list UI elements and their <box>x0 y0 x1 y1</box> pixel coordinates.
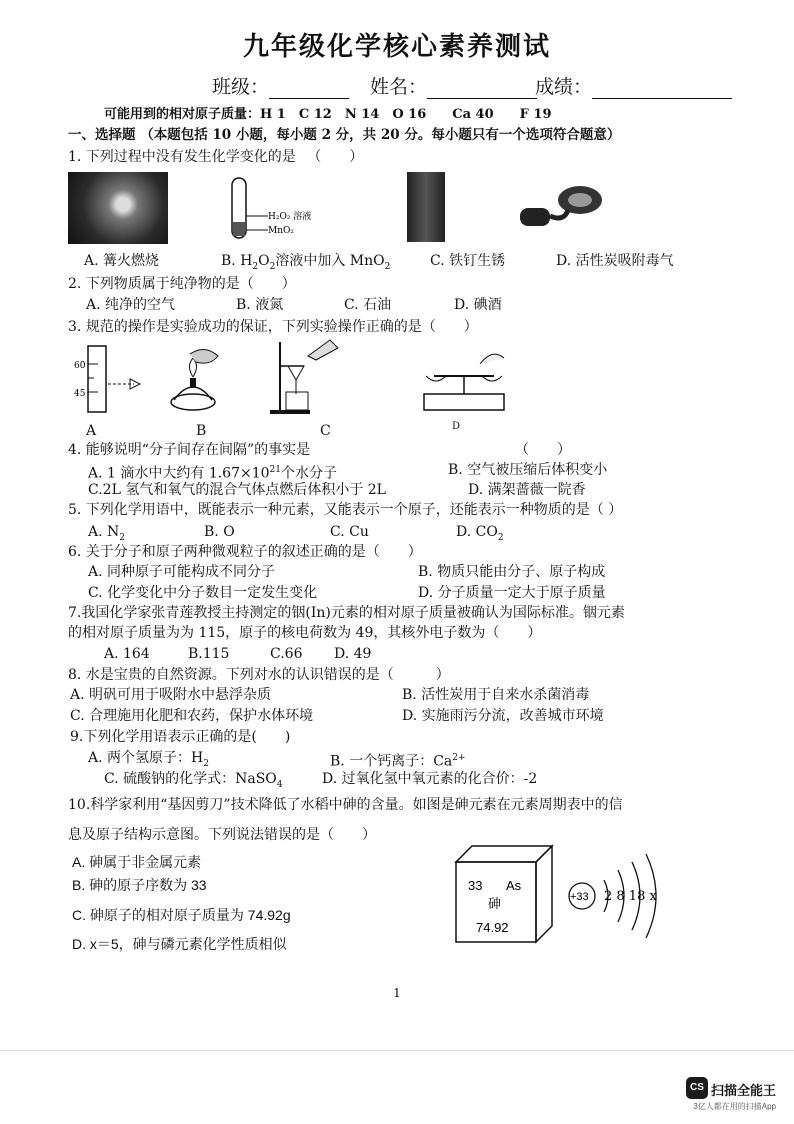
class-blank <box>269 80 349 99</box>
q10-option-d: D. x＝5，砷与磷元素化学性质相似 <box>72 936 287 952</box>
section-heading: 一、选择题 （本题包括 10 小题，每小题 2 分，共 20 分。每小题只有一个选项符合题意） <box>68 127 621 143</box>
tube-label-1: H₂O₂ 溶液 <box>268 212 312 222</box>
scanner-tagline: 3亿人都在用的扫描App <box>693 1102 776 1111</box>
q1-option-d: D. 活性炭吸附毒气 <box>556 253 674 269</box>
cyl-top-label: 60 <box>74 361 86 371</box>
q5-a-pre: A. N <box>88 524 120 540</box>
name-label <box>370 72 537 99</box>
q2-stem: 2. 下列物质属于纯净物的是（ ） <box>68 276 296 292</box>
cell-name: 砷 <box>488 897 502 912</box>
q1-b-mid: O <box>258 253 270 269</box>
q6-option-b: B. 物质只能由分子、原子构成 <box>418 564 606 580</box>
q2-option-b: B. 液氮 <box>236 297 284 313</box>
q3-option-a: A <box>86 423 97 439</box>
q9-b-pre: B. 一个钙离子：Ca <box>330 753 453 770</box>
q4-option-a <box>88 461 337 483</box>
tube-label-2: MnO₂ <box>268 226 294 236</box>
q5-option-c: C. Cu <box>330 524 369 540</box>
q2-option-d: D. 碘酒 <box>454 297 502 313</box>
name-blank <box>427 80 537 99</box>
filtration-figure <box>268 336 348 416</box>
q7-option-d: D. 49 <box>334 646 372 662</box>
q5-option-a: A. $N_2$ <box>88 524 125 543</box>
atomic-masses: 可能用到的相对原子质量：H 1 C 12 N 14 O 16 Ca 40 F 19 <box>104 107 552 122</box>
q10-option-b: B. 砷的原子序数为 33 <box>72 877 207 893</box>
q4-a-pre: A. 1 滴水中大约有 1.67×10 <box>88 465 270 482</box>
electron-shells: 2 8 18 x <box>604 889 657 904</box>
q8-option-a: A. 明矾可用于吸附水中悬浮杂质 <box>70 687 272 703</box>
q7-line1: 7.我国化学家张青莲教授主持测定的铟(In)元素的相对原子质量被确认为国际标准。铟元素 <box>68 605 625 621</box>
q10-option-a: A. 砷属于非金属元素 <box>72 854 202 870</box>
q1-b-post: 溶液中加入 MnO <box>275 253 385 269</box>
q6-stem: 6. 关于分子和原子两种微观粒子的叙述正确的是（ ） <box>68 544 422 560</box>
cell-symbol: As <box>506 878 522 893</box>
scanner-brand: 扫描全能王 <box>710 1083 776 1098</box>
q1-stem: 1. 下列过程中没有发生化学变化的是 （ ） <box>68 149 364 165</box>
q6-option-a: A. 同种原子可能构成不同分子 <box>88 564 276 580</box>
arsenic-element-cell <box>450 840 560 950</box>
q7-option-a: A. 164 <box>104 646 150 662</box>
q1-option-b: B. $H_2O_2$溶液中加入 MnO$_2$ <box>221 253 391 272</box>
q6-option-d: D. 分子质量一定大于原子质量 <box>418 585 606 601</box>
q9-option-b <box>330 749 466 771</box>
q7-option-b: B.115 <box>188 646 230 662</box>
q4-paren: （ ） <box>515 442 571 458</box>
q9-option-d: D. 过氧化氢中氧元素的化合价：-2 <box>322 771 538 787</box>
bonfire-image <box>68 172 168 244</box>
q4-stem: 4. 能够说明“分子间存在间隔”的事实是 <box>68 442 311 458</box>
q4-option-d: D. 满架蔷薇一院香 <box>468 482 586 498</box>
q1-b-pre: B. H <box>221 253 253 269</box>
alcohol-lamp-figure <box>160 344 230 414</box>
q4-option-b: B. 空气被压缩后体积变小 <box>448 462 608 478</box>
q6-option-c: C. 化学变化中分子数目一定发生变化 <box>88 585 318 601</box>
q10-line1: 10.科学家利用“基因剪刀”技术降低了水稻中砷的含量。如图是砷元素在元素周期表中的信 <box>68 797 623 813</box>
q4-a-post: 个水分子 <box>281 465 337 482</box>
tube-figure <box>218 172 328 244</box>
page-divider <box>0 1050 794 1051</box>
q8-option-c: C. 合理施用化肥和农药，保护水体环境 <box>70 708 314 724</box>
q9-b-sup: 2+ <box>452 753 466 763</box>
q2-option-c: C. 石油 <box>344 297 392 313</box>
class-label-text: 班级： <box>212 76 270 98</box>
exam-title: 九年级化学核心素养测试 <box>242 32 551 62</box>
q3-option-d: D <box>452 421 461 432</box>
q3-stem: 3. 规范的操作是实验成功的保证，下列实验操作正确的是（ ） <box>68 319 478 335</box>
q5-option-b: B. O <box>204 524 235 540</box>
q10-option-c: C. 砷原子的相对原子质量为 74.92g <box>72 907 291 923</box>
cell-number: 33 <box>468 878 483 893</box>
score-label-text: 成绩： <box>535 76 593 98</box>
q3-option-b: B <box>196 423 207 439</box>
nucleus-charge: +33 <box>570 891 589 903</box>
cell-mass: 74.92 <box>476 920 509 935</box>
score-label <box>535 72 732 99</box>
score-blank <box>592 80 732 99</box>
q4-a-sup: 21 <box>269 465 281 475</box>
q1-option-c: C. 铁钉生锈 <box>430 253 506 269</box>
q9-stem: 9.下列化学用语表示正确的是( ) <box>70 729 291 745</box>
gas-mask-figure <box>512 182 607 232</box>
q4-option-c: C.2L 氢气和氧气的混合气体点燃后体积小于 2L <box>88 482 386 498</box>
q9-a-pre: A. 两个氢原子：H <box>88 750 204 766</box>
rusting-nail-image <box>407 172 445 242</box>
q10-line2: 息及原子结构示意图。下列说法错误的是（ ） <box>68 827 376 843</box>
q9-c-text: C. 硫酸钠的化学式：NaSO <box>104 771 277 787</box>
q7-option-c: C.66 <box>270 646 303 662</box>
q5-d-pre: D. CO <box>456 524 498 540</box>
q5-stem: 5. 下列化学用语中，既能表示一种元素，又能表示一个原子，还能表示一种物质的是（ ） <box>68 502 623 518</box>
q8-stem: 8. 水是宝贵的自然资源。下列对水的认识错误的是（ ） <box>68 667 450 683</box>
class-label <box>212 72 349 99</box>
q1-option-a: A. 篝火燃烧 <box>84 253 160 269</box>
q9-option-a: A. 两个氢原子：$H_2$ <box>88 750 209 769</box>
q2-option-a: A. 纯净的空气 <box>86 297 176 313</box>
q8-option-d: D. 实施雨污分流，改善城市环境 <box>402 708 604 724</box>
name-label-text: 姓名： <box>370 76 428 98</box>
cyl-bot-label: 45 <box>74 389 86 399</box>
q7-line2: 的相对原子质量为为 115，原子的核电荷数为 49，其核外电子数为（ ） <box>68 625 542 641</box>
atomic-structure-diagram <box>566 850 670 942</box>
page-number: 1 <box>393 986 401 1000</box>
balance-figure <box>420 344 510 414</box>
q9-option-c: C. 硫酸钠的化学式：NaSO$_4$ <box>104 771 283 790</box>
q3-option-c: C <box>320 423 331 439</box>
camscanner-logo-icon: CS <box>686 1077 708 1099</box>
q8-option-b: B. 活性炭用于自来水杀菌消毒 <box>402 687 590 703</box>
graduated-cylinder-figure <box>68 344 148 414</box>
q5-option-d: D. $CO_2$ <box>456 524 504 543</box>
